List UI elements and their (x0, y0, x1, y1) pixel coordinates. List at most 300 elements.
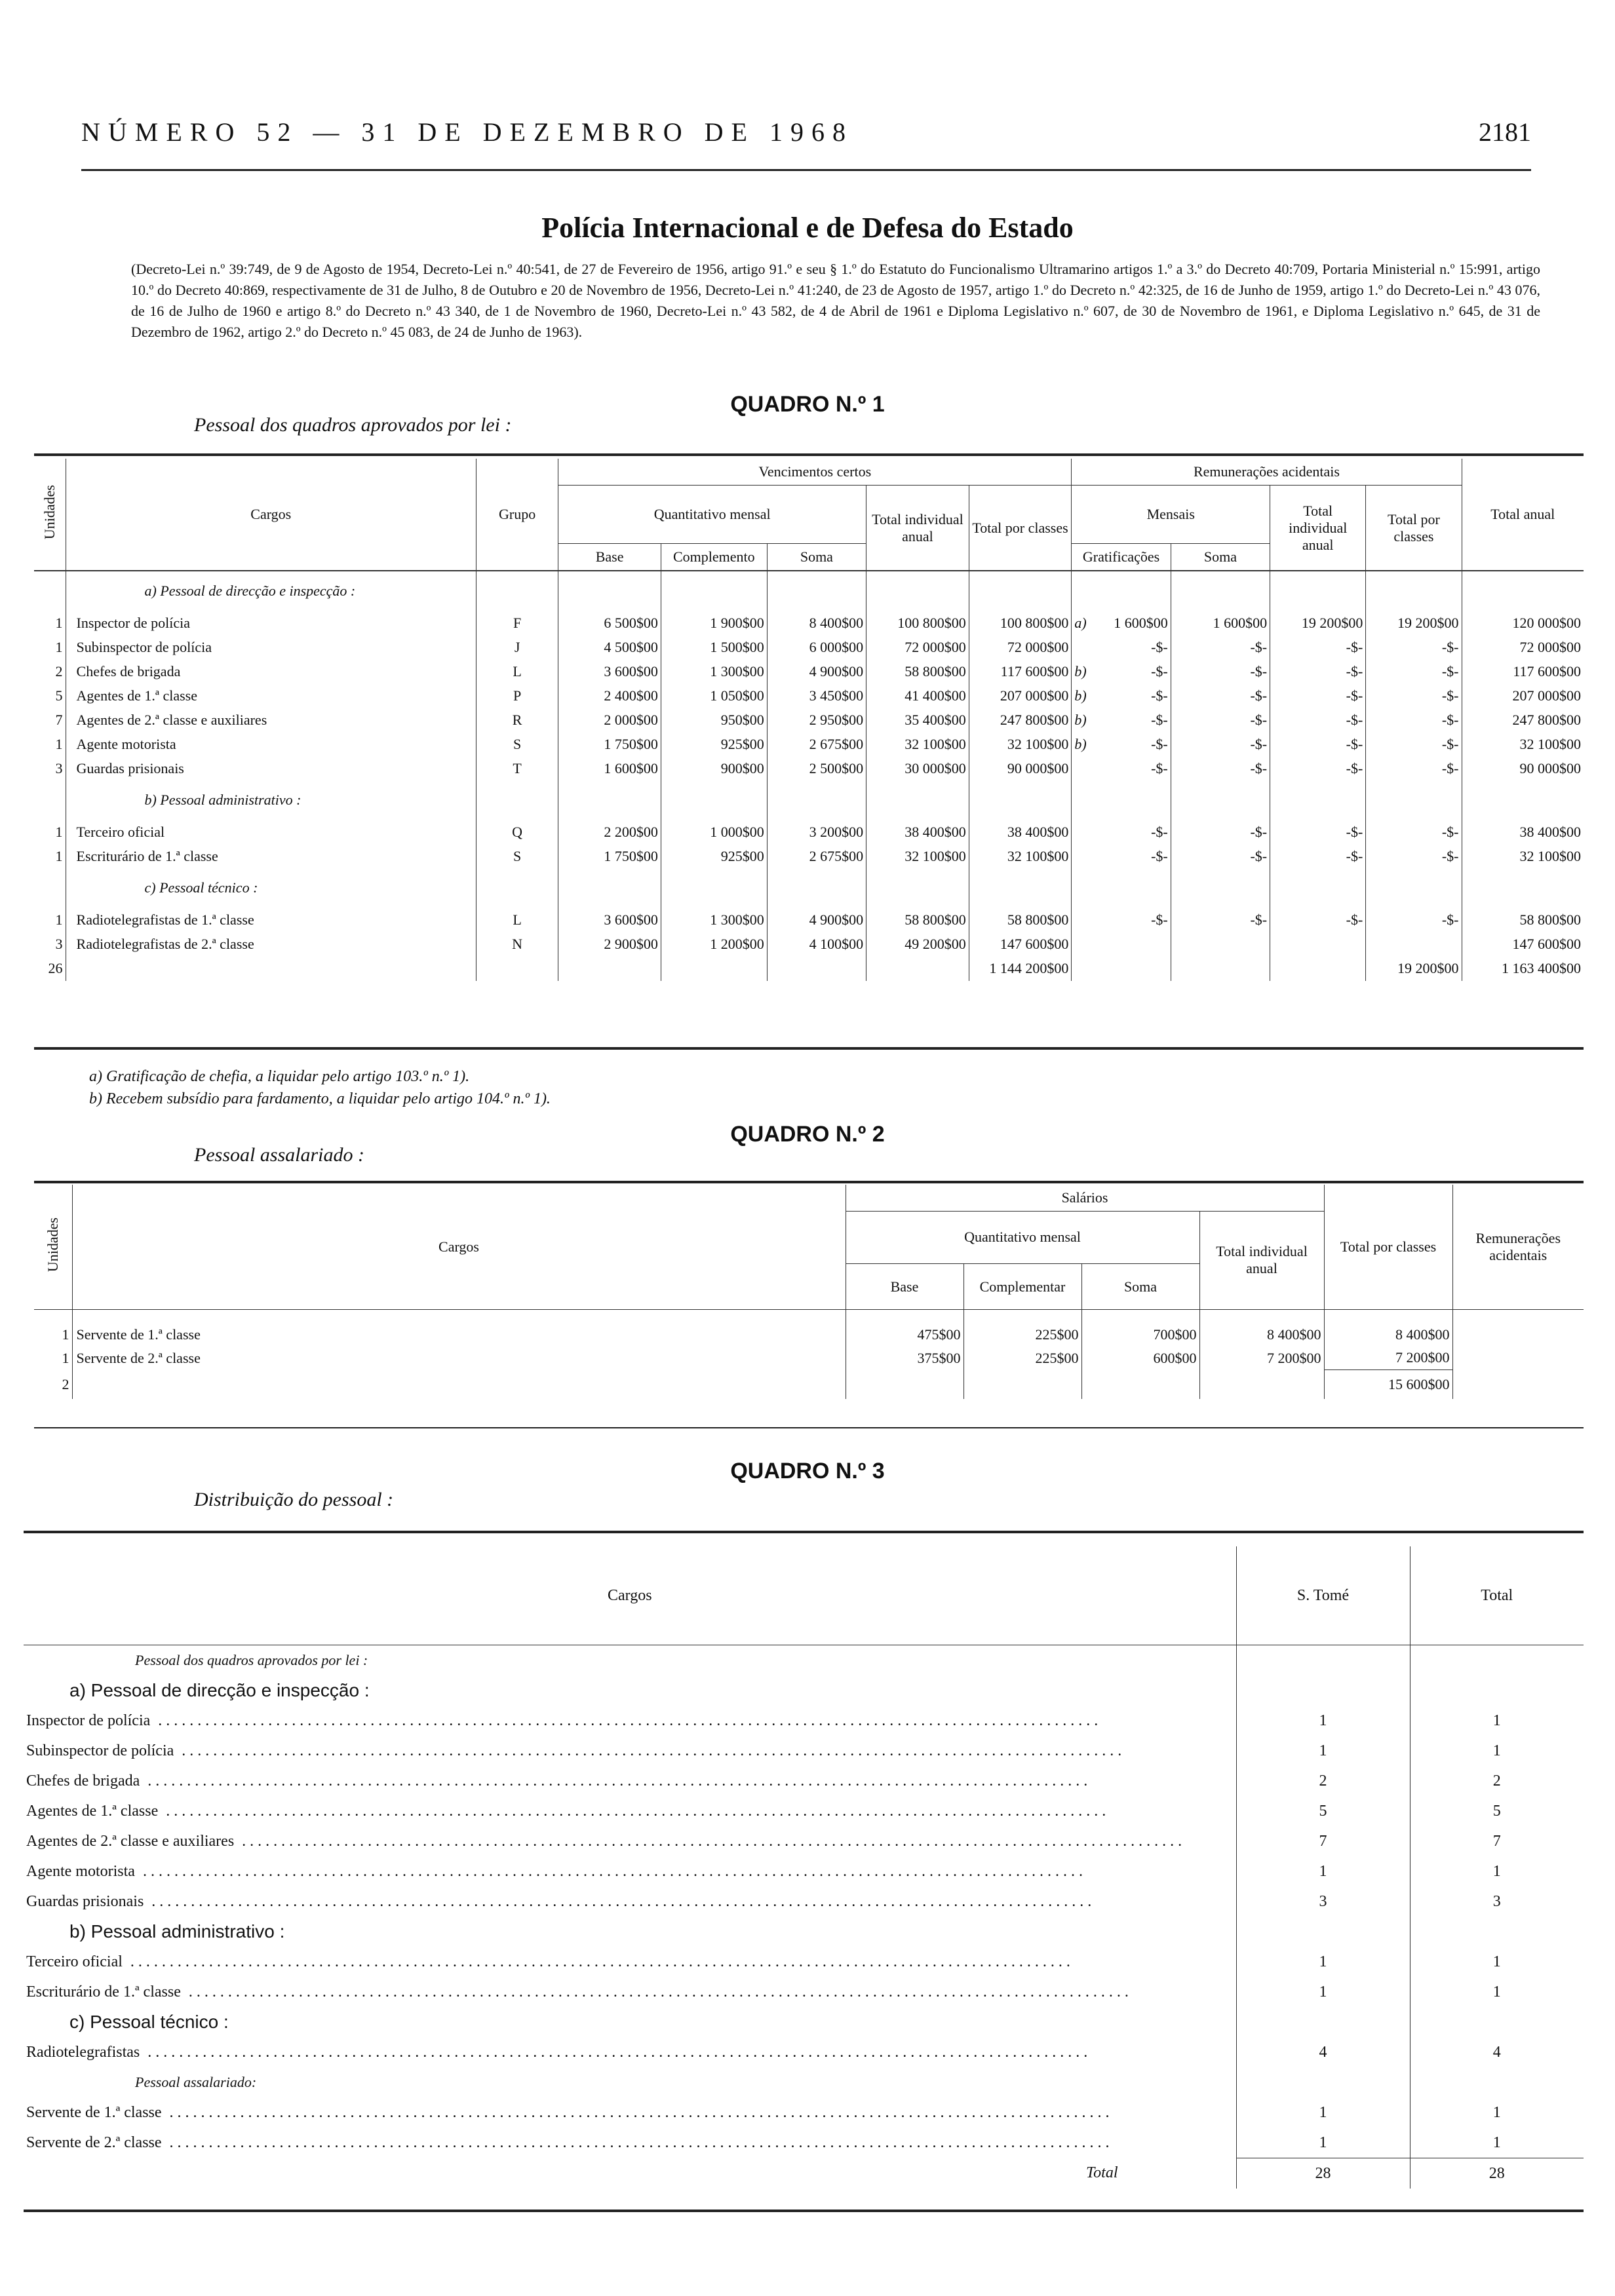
cargo-label: Terceiro oficial (26, 1953, 123, 1970)
cargo-label: Radiotelegrafistas (26, 2043, 140, 2061)
table-row (34, 732, 1584, 756)
footnote-ref: b) (1074, 662, 1087, 679)
cargo-cell: Radiotelegrafistas de 1.ª classe (66, 908, 476, 932)
total-anual-cell: 207 000$00 (1512, 687, 1581, 704)
quantitativo-header: Quantitativo mensal (558, 486, 866, 544)
footnote-a: a) Gratificação de chefia, a liquidar pelo artigo 103.º n.º 1). (89, 1068, 470, 1085)
total-anual-cell: 32 100$00 (1519, 847, 1581, 864)
cargo-cell: Inspector de polícia (66, 611, 476, 635)
q3-sub-assalariado: Pessoal assalariado: (24, 2067, 1236, 2097)
total-classes-2-cell: -$- (1366, 683, 1462, 708)
cargo-cell: Subinspector de polícia (66, 635, 476, 659)
total-individual-2-cell: -$- (1270, 659, 1366, 683)
q2-soma-header: Soma (1081, 1264, 1199, 1310)
total-classes-cell: 247 800$00 (969, 708, 1072, 732)
total-por-classes: 1 144 200$00 (969, 956, 1072, 981)
gratificacao-cell (1072, 635, 1171, 659)
page-number: 2181 (1479, 117, 1531, 147)
gratificacao-cell (1072, 659, 1171, 683)
soma-2-cell: -$- (1171, 708, 1270, 732)
total-cell: 7 (1492, 1832, 1501, 1850)
soma-cell: 2 675$00 (767, 844, 866, 868)
gratificacao-cell (1072, 683, 1171, 708)
base-cell: 6 500$00 (558, 611, 661, 635)
grupo-cell: J (476, 635, 558, 659)
gratificacao-value: -$- (1151, 662, 1168, 679)
cargo-label: Escriturário de 1.ª classe (26, 1983, 181, 2000)
base-cell: 3 600$00 (558, 659, 661, 683)
total-individual-2-cell: -$- (1270, 635, 1366, 659)
q3-section-a: a) Pessoal de direcção e inspecção : (24, 1675, 1236, 1706)
cargo-label: Agente motorista (26, 1862, 135, 1880)
soma-2-header: Soma (1171, 544, 1270, 571)
header-rule (81, 169, 1531, 171)
page-title: Polícia Internacional e de Defesa do Estado (541, 212, 1074, 244)
total-anual-cell: 72 000$00 (1519, 638, 1581, 655)
table-row (34, 635, 1584, 659)
list-item (24, 1977, 1584, 2007)
cargo-label: Chefes de brigada (26, 1772, 140, 1789)
cargo-cell (24, 1706, 1236, 1736)
soma-2-cell: -$- (1171, 732, 1270, 756)
cargo-cell: Chefes de brigada (66, 659, 476, 683)
total-individual-2-cell: 19 200$00 (1270, 611, 1366, 635)
footnote-ref: b) (1074, 735, 1087, 752)
base-cell: 375$00 (846, 1347, 963, 1370)
cargo-cell: Servente de 2.ª classe (72, 1347, 846, 1370)
total-classes-cell: 207 000$00 (969, 683, 1072, 708)
total-classes-cell: 38 400$00 (969, 820, 1072, 844)
stome-cell: 1 (1236, 1947, 1410, 1977)
total-individual-cell: 38 400$00 (866, 820, 969, 844)
soma-2-cell: 1 600$00 (1171, 611, 1270, 635)
remuneracoes-cell (1452, 1323, 1584, 1347)
soma-cell: 8 400$00 (767, 611, 866, 635)
soma-2-cell: -$- (1171, 683, 1270, 708)
complemento-cell: 1 300$00 (661, 659, 767, 683)
cargo-cell (24, 2037, 1236, 2067)
q2-remuneracoes-header: Remunerações acidentais (1452, 1185, 1584, 1310)
grupo-cell: Q (476, 820, 558, 844)
soma-2-cell: -$- (1171, 659, 1270, 683)
gratificacao-cell (1072, 756, 1171, 780)
cargo-label: Agentes de 2.ª classe e auxiliares (26, 1832, 235, 1850)
quadro-1-top-rule (34, 453, 1584, 456)
gratificacao-value: -$- (1151, 735, 1168, 752)
total-individual-cell: 8 400$00 (1199, 1323, 1324, 1347)
total-por-classes-2: 19 200$00 (1366, 956, 1462, 981)
total-individual-2-cell: -$- (1270, 732, 1366, 756)
quadro-1-bottom-rule (34, 1047, 1584, 1050)
gratificacao-value: -$- (1151, 759, 1168, 776)
list-item (24, 1826, 1584, 1856)
list-item (24, 2037, 1584, 2067)
q2-unidades-header: Unidades (44, 1217, 61, 1272)
table-row (34, 932, 1584, 956)
complemento-cell: 1 300$00 (661, 908, 767, 932)
grupo-cell: T (476, 756, 558, 780)
list-item (24, 1736, 1584, 1766)
cargo-cell (24, 1856, 1236, 1886)
gratificacao-cell (1072, 820, 1171, 844)
list-item (24, 1706, 1584, 1736)
cargo-cell: Servente de 1.ª classe (72, 1323, 846, 1347)
grupo-cell: L (476, 659, 558, 683)
soma-cell: 700$00 (1081, 1323, 1199, 1347)
total-cell: 1 (1492, 1983, 1501, 2000)
salarios-header: Salários (846, 1185, 1324, 1211)
total-anual-cell: 247 800$00 (1512, 711, 1581, 728)
list-item (24, 1947, 1584, 1977)
base-cell: 4 500$00 (558, 635, 661, 659)
page-header: NÚMERO 52 — 31 DE DEZEMBRO DE 1968 (81, 117, 853, 147)
total-classes-2-cell: -$- (1366, 708, 1462, 732)
cargo-label: Guardas prisionais (26, 1892, 144, 1910)
remuneracoes-header: Remunerações acidentais (1072, 459, 1462, 486)
q2-cargos-header: Cargos (72, 1185, 846, 1310)
soma-2-cell: -$- (1171, 635, 1270, 659)
complemento-cell: 925$00 (661, 732, 767, 756)
total-classes-2-cell: -$- (1366, 844, 1462, 868)
q3-total-header: Total (1410, 1546, 1584, 1645)
vencimentos-header: Vencimentos certos (558, 459, 1072, 486)
total-classes-cell: 7 200$00 (1324, 1347, 1452, 1370)
dot-leader: ........................................................................................................................ (161, 2103, 1114, 2121)
cargo-label: Servente de 1.ª classe (26, 2103, 162, 2121)
complemento-cell: 950$00 (661, 708, 767, 732)
cargo-cell (24, 1947, 1236, 1977)
complementar-cell: 225$00 (963, 1347, 1081, 1370)
dot-leader: ........................................................................................................................ (134, 1862, 1087, 1880)
quadro-2-caption: Pessoal assalariado : (194, 1144, 365, 1166)
total-individual-cell: 72 000$00 (866, 635, 969, 659)
quadro-3-table (24, 1546, 1584, 2189)
stome-cell: 1 (1236, 1856, 1410, 1886)
list-item (24, 1766, 1584, 1796)
complemento-cell: 1 900$00 (661, 611, 767, 635)
soma-cell: 2 500$00 (767, 756, 866, 780)
stome-cell: 1 (1236, 1977, 1410, 2007)
total-cell: 1 (1492, 1712, 1501, 1729)
intro-paragraph: (Decreto-Lei n.º 39:749, de 9 de Agosto de 1954, Decreto-Lei n.º 40:541, de 27 de Fevereiro de 1956, artigo 91.º e seu § 1.º do Estatuto do Funcionalismo Ultramarino artigos 1.º a 3.º do Decreto 40:709, Portaria Ministerial n.º 15:991, artigo 10.º do Decreto 40:869, respectivamente de 31 de Julho, 8 de Outubro e 20 de Novembro de 1956, Decreto-Lei n.º 41:240, de 23 de Agosto de 1957, artigo 1.º do Decreto n.º 42:325, de 16 de Junho de 1959, artigo 1.º do Decreto-Lei n.º 43 076, de 16 de Julho de 1960 e artigo 8.º do Decreto n.º 43 340, de 1 de Novembro de 1960, Decreto-Lei n.º 43 582, de 4 de Abril de 1961 e Diploma Legislativo n.º 607, de 30 de Novembro de 1961, e Diploma Legislativo n.º 645, de 31 de Dezembro de 1962, artigo 2.º do Decreto n.º 45 083, de 24 de Junho de 1963). (131, 261, 1540, 340)
base-cell: 1 750$00 (558, 732, 661, 756)
quadro-1-table (34, 459, 1584, 981)
total-classes-cell: 117 600$00 (969, 659, 1072, 683)
total-classes-cell: 58 800$00 (969, 908, 1072, 932)
grupo-cell: R (476, 708, 558, 732)
unidades-cell: 1 (34, 732, 66, 756)
complemento-cell: 900$00 (661, 756, 767, 780)
cargos-header: Cargos (66, 459, 476, 571)
total-classes-2-cell: -$- (1366, 908, 1462, 932)
soma-cell: 2 950$00 (767, 708, 866, 732)
total-anual-cell: 90 000$00 (1519, 759, 1581, 776)
total-individual-2-cell (1270, 932, 1366, 956)
dot-leader: ........................................................................................................................ (150, 1712, 1102, 1729)
list-item (24, 1796, 1584, 1826)
q2-quantitativo-header: Quantitativo mensal (846, 1211, 1199, 1264)
q3-sub-quadros: Pessoal dos quadros aprovados por lei : (24, 1645, 1236, 1676)
complemento-cell: 1 500$00 (661, 635, 767, 659)
total-classes-2-cell: -$- (1366, 732, 1462, 756)
unidades-cell: 1 (34, 611, 66, 635)
section-b-label: b) Pessoal administrativo : (66, 780, 476, 820)
total-classes-2-cell (1366, 932, 1462, 956)
total-individual-cell: 7 200$00 (1199, 1347, 1324, 1370)
table-row (34, 611, 1584, 635)
total-anual-cell: 117 600$00 (1513, 662, 1581, 679)
quadro-3-bottom-rule (24, 2210, 1584, 2212)
cargo-cell: Radiotelegrafistas de 2.ª classe (66, 932, 476, 956)
table-row (34, 908, 1584, 932)
total-anual-cell: 58 800$00 (1519, 911, 1581, 928)
list-item (24, 1886, 1584, 1917)
cargo-cell: Guardas prisionais (66, 756, 476, 780)
total-individual-2-header: Total individual anual (1270, 486, 1366, 571)
unidades-cell: 1 (34, 820, 66, 844)
cargo-cell: Escriturário de 1.ª classe (66, 844, 476, 868)
soma-cell: 4 900$00 (767, 659, 866, 683)
table-row (34, 820, 1584, 844)
soma-cell: 4 900$00 (767, 908, 866, 932)
cargo-label: Subinspector de polícia (26, 1742, 174, 1759)
quadro-2-table (34, 1185, 1584, 1399)
dot-leader: ........................................................................................................................ (174, 1742, 1126, 1759)
cargo-cell: Terceiro oficial (66, 820, 476, 844)
unidades-header: Unidades (41, 485, 58, 540)
total-classes-2-cell: 19 200$00 (1366, 611, 1462, 635)
dot-leader: ........................................................................................................................ (122, 1953, 1074, 1970)
soma-header: Soma (767, 544, 866, 571)
unidades-cell: 1 (34, 635, 66, 659)
stome-cell: 4 (1236, 2037, 1410, 2067)
total-cell: 4 (1492, 2043, 1501, 2061)
stome-cell: 1 (1236, 1736, 1410, 1766)
total-classes-2-header: Total por classes (1366, 486, 1462, 571)
total-individual-cell: 100 800$00 (866, 611, 969, 635)
cargo-cell (24, 1886, 1236, 1917)
cargo-cell (24, 1826, 1236, 1856)
unidades-cell: 2 (34, 659, 66, 683)
gratificacao-value: -$- (1151, 711, 1168, 728)
total-individual-2-cell: -$- (1270, 708, 1366, 732)
dot-leader: ........................................................................................................................ (140, 2043, 1092, 2061)
soma-cell: 2 675$00 (767, 732, 866, 756)
stome-cell: 1 (1236, 2097, 1410, 2128)
total-anual-cell: 147 600$00 (1512, 935, 1581, 952)
table-row (34, 708, 1584, 732)
list-item (24, 2097, 1584, 2128)
complementar-cell: 225$00 (963, 1323, 1081, 1347)
mensais-header: Mensais (1072, 486, 1270, 544)
gratificacao-cell (1072, 611, 1171, 635)
total-classes-cell: 32 100$00 (969, 732, 1072, 756)
table-row (34, 844, 1584, 868)
grupo-cell: N (476, 932, 558, 956)
quadro-3-top-rule (24, 1531, 1584, 1533)
cargo-label: Servente de 2.ª classe (26, 2133, 162, 2151)
q2-complementar-header: Complementar (963, 1264, 1081, 1310)
base-cell: 1 750$00 (558, 844, 661, 868)
grupo-cell: F (476, 611, 558, 635)
soma-cell: 6 000$00 (767, 635, 866, 659)
gratificacao-cell (1072, 908, 1171, 932)
table-row (34, 1347, 1584, 1370)
base-cell: 2 900$00 (558, 932, 661, 956)
quadro-1-caption: Pessoal dos quadros aprovados por lei : (194, 414, 512, 436)
base-cell: 1 600$00 (558, 756, 661, 780)
q2-total-unidades: 2 (34, 1370, 72, 1399)
table-row (34, 1323, 1584, 1347)
complemento-cell: 925$00 (661, 844, 767, 868)
gratificacao-cell (1072, 732, 1171, 756)
total-individual-cell: 35 400$00 (866, 708, 969, 732)
gratificacao-value: -$- (1151, 847, 1168, 864)
soma-2-cell (1171, 932, 1270, 956)
quadro-3-caption: Distribuição do pessoal : (194, 1489, 394, 1510)
total-cell: 5 (1492, 1802, 1501, 1820)
list-item (24, 1856, 1584, 1886)
total-classes-2-cell: -$- (1366, 659, 1462, 683)
footnote-ref: b) (1074, 711, 1087, 728)
complemento-cell: 1 200$00 (661, 932, 767, 956)
table-row (34, 683, 1584, 708)
q3-section-c: c) Pessoal técnico : (24, 2007, 1236, 2037)
total-individual-2-cell: -$- (1270, 820, 1366, 844)
q2-base-header: Base (846, 1264, 963, 1310)
q3-total-stome: 28 (1236, 2158, 1410, 2189)
grupo-cell: S (476, 844, 558, 868)
table-row (34, 659, 1584, 683)
gratificacao-value: -$- (1151, 638, 1168, 655)
total-classes-cell: 32 100$00 (969, 844, 1072, 868)
total-individual-2-cell: -$- (1270, 683, 1366, 708)
total-classes-2-cell: -$- (1366, 820, 1462, 844)
total-individual-cell: 32 100$00 (866, 732, 969, 756)
total-cell: 2 (1492, 1772, 1501, 1789)
section-a-label: a) Pessoal de direcção e inspecção : (66, 571, 476, 611)
soma-2-cell: -$- (1171, 820, 1270, 844)
complemento-cell: 1 050$00 (661, 683, 767, 708)
quadro-2-title: QUADRO N.º 2 (730, 1122, 885, 1147)
total-individual-2-cell: -$- (1270, 844, 1366, 868)
section-c-label: c) Pessoal técnico : (66, 868, 476, 908)
total-unidades: 26 (34, 956, 66, 981)
total-classes-cell: 147 600$00 (969, 932, 1072, 956)
total-cell: 3 (1492, 1892, 1501, 1910)
stome-cell: 3 (1236, 1886, 1410, 1917)
cargo-cell (24, 1977, 1236, 2007)
total-individual-cell: 58 800$00 (866, 908, 969, 932)
cargo-label: Inspector de polícia (26, 1712, 151, 1729)
unidades-cell: 1 (34, 908, 66, 932)
total-anual: 1 163 400$00 (1502, 960, 1581, 976)
total-classes-cell: 8 400$00 (1324, 1323, 1452, 1347)
gratificacao-cell (1072, 708, 1171, 732)
total-individual-cell: 49 200$00 (866, 932, 969, 956)
unidades-cell: 1 (34, 1347, 72, 1370)
total-classes-cell: 72 000$00 (969, 635, 1072, 659)
gratificacao-value: -$- (1151, 687, 1168, 704)
q2-total-classes-header: Total por classes (1324, 1185, 1452, 1310)
grupo-cell: P (476, 683, 558, 708)
quadro-2-top-rule (34, 1181, 1584, 1183)
grupo-header: Grupo (476, 459, 558, 571)
stome-cell: 1 (1236, 2128, 1410, 2158)
base-cell: 2 200$00 (558, 820, 661, 844)
total-individual-cell: 41 400$00 (866, 683, 969, 708)
q3-cargos-header: Cargos (24, 1546, 1236, 1645)
gratificacao-value: -$- (1151, 823, 1168, 840)
q3-total-label: Total (24, 2158, 1236, 2189)
total-classes-2-cell: -$- (1366, 756, 1462, 780)
total-classes-cell: 90 000$00 (969, 756, 1072, 780)
total-individual-header: Total individual anual (866, 486, 969, 571)
quadro-1-title: QUADRO N.º 1 (730, 392, 885, 417)
q3-section-b: b) Pessoal administrativo : (24, 1917, 1236, 1947)
cargo-cell (24, 2128, 1236, 2158)
dot-leader: ........................................................................................................................ (158, 1802, 1110, 1820)
dot-leader: ........................................................................................................................ (144, 1892, 1096, 1910)
unidades-cell: 3 (34, 756, 66, 780)
total-anual-cell: 120 000$00 (1512, 614, 1581, 631)
quadro-2-bottom-rule (34, 1427, 1584, 1428)
remuneracoes-cell (1452, 1347, 1584, 1370)
soma-cell: 3 450$00 (767, 683, 866, 708)
cargo-cell (24, 1796, 1236, 1826)
complemento-cell: 1 000$00 (661, 820, 767, 844)
gratificacao-cell (1072, 932, 1171, 956)
total-anual-cell: 32 100$00 (1519, 735, 1581, 752)
unidades-cell: 1 (34, 844, 66, 868)
table-row (34, 756, 1584, 780)
total-cell: 1 (1492, 2103, 1501, 2121)
dot-leader: ........................................................................................................................ (140, 1772, 1092, 1789)
soma-2-cell: -$- (1171, 844, 1270, 868)
q3-total-total: 28 (1410, 2158, 1584, 2189)
footnote-ref: a) (1074, 614, 1087, 631)
q3-stome-header: S. Tomé (1236, 1546, 1410, 1645)
base-header: Base (558, 544, 661, 571)
cargo-cell (24, 2097, 1236, 2128)
gratificacao-cell (1072, 844, 1171, 868)
dot-leader: ........................................................................................................................ (234, 1832, 1186, 1850)
base-cell: 2 400$00 (558, 683, 661, 708)
soma-2-cell: -$- (1171, 756, 1270, 780)
gratificacoes-header: Gratificações (1072, 544, 1171, 571)
soma-cell: 600$00 (1081, 1347, 1199, 1370)
total-cell: 1 (1492, 1953, 1501, 1970)
total-cell: 1 (1492, 1742, 1501, 1759)
stome-cell: 7 (1236, 1826, 1410, 1856)
soma-2-cell: -$- (1171, 908, 1270, 932)
complemento-header: Complemento (661, 544, 767, 571)
total-cell: 1 (1492, 1862, 1501, 1880)
total-individual-cell: 30 000$00 (866, 756, 969, 780)
gratificacao-value: 1 600$00 (1114, 614, 1168, 631)
unidades-cell: 1 (34, 1323, 72, 1347)
unidades-cell: 7 (34, 708, 66, 732)
base-cell: 475$00 (846, 1323, 963, 1347)
total-classes-header: Total por classes (969, 486, 1072, 571)
total-individual-2-cell: -$- (1270, 908, 1366, 932)
list-item (24, 2128, 1584, 2158)
footnote-b: b) Recebem subsídio para fardamento, a liquidar pelo artigo 104.º n.º 1). (89, 1090, 551, 1107)
stome-cell: 5 (1236, 1796, 1410, 1826)
base-cell: 2 000$00 (558, 708, 661, 732)
cargo-cell (24, 1736, 1236, 1766)
dot-leader: ........................................................................................................................ (161, 2133, 1114, 2151)
